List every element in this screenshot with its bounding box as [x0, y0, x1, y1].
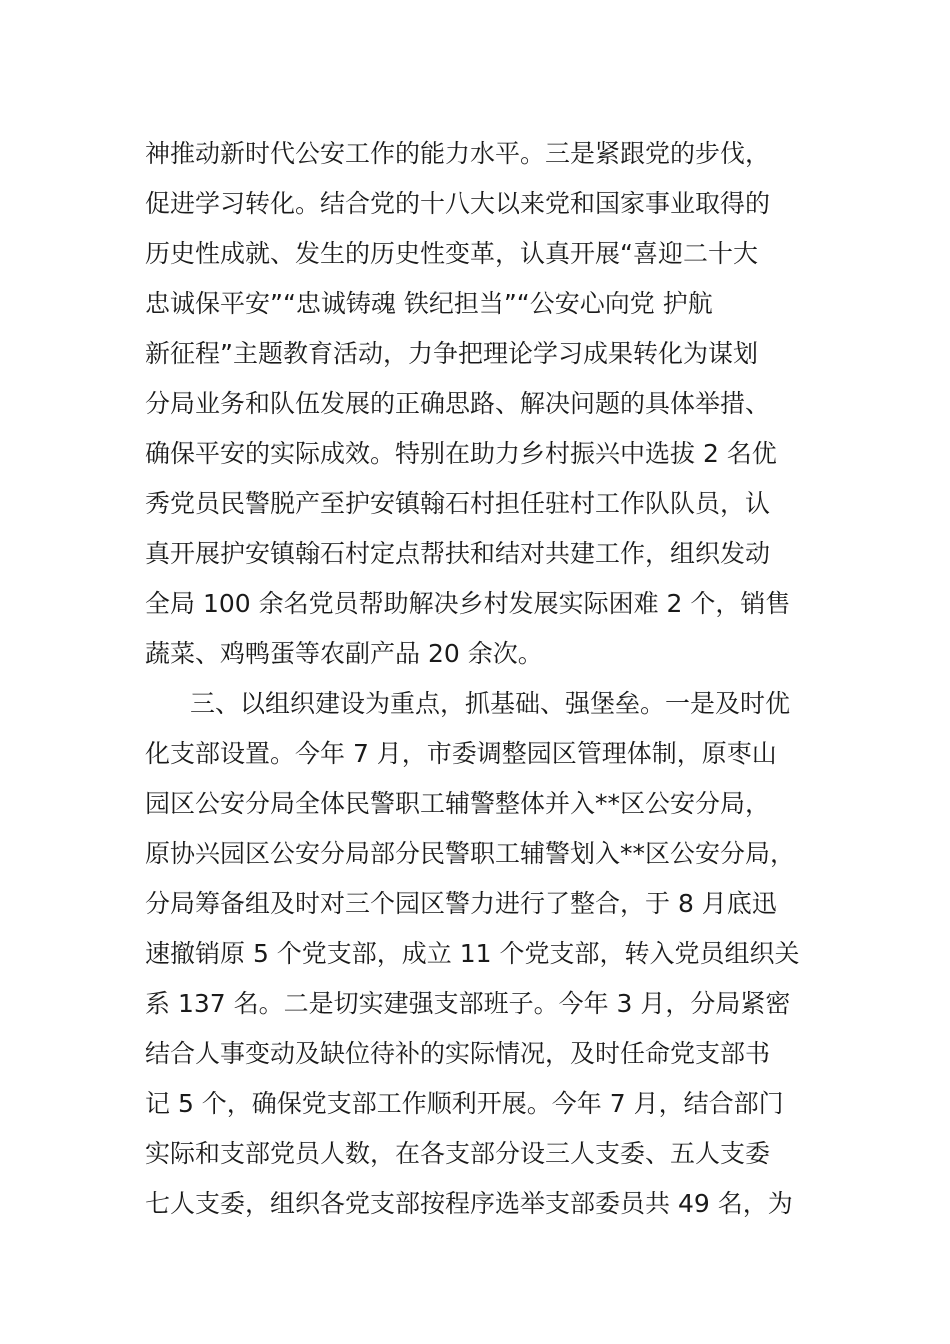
text-line: 确保平安的实际成效。特别在助力乡村振兴中选拔 2 名优 [145, 439, 777, 468]
text-line: 园区公安分局全体民警职工辅警整体并入**区公安分局， [145, 789, 771, 818]
text-line: 促进学习转化。结合党的十八大以来党和国家事业取得的 [145, 189, 771, 218]
text-line: 系 137 名。二是切实建强支部班子。今年 3 月，分局紧密 [145, 989, 791, 1018]
text-line: 七人支委，组织各党支部按程序选举支部委员共 49 名，为 [145, 1189, 793, 1218]
text-line: 速撤销原 5 个党支部，成立 11 个党支部，转入党员组织关 [145, 939, 800, 968]
paragraph-start-line: 三、以组织建设为重点，抓基础、强堡垒。一是及时优 [190, 689, 791, 718]
text-line: 真开展护安镇翰石村定点帮扶和结对共建工作，组织发动 [145, 539, 771, 568]
text-line: 化支部设置。今年 7 月，市委调整园区管理体制，原枣山 [145, 739, 777, 768]
text-line: 分局筹备组及时对三个园区警力进行了整合，于 8 月底迅 [145, 889, 777, 918]
text-line: 历史性成就、发生的历史性变革，认真开展“喜迎二十大 [145, 239, 758, 268]
text-line: 新征程”主题教育活动，力争把理论学习成果转化为谋划 [145, 339, 758, 368]
text-line: 分局业务和队伍发展的正确思路、解决问题的具体举措、 [145, 389, 771, 418]
text-line: 秀党员民警脱产至护安镇翰石村担任驻村工作队队员，认 [145, 489, 771, 518]
text-line: 全局 100 余名党员帮助解决乡村发展实际困难 2 个，销售 [145, 589, 791, 618]
text-line: 忠诚保平安”“忠诚铸魂 铁纪担当”“公安心向党 护航 [145, 289, 713, 318]
text-line: 结合人事变动及缺位待补的实际情况，及时任命党支部书 [145, 1039, 771, 1068]
text-line: 原协兴园区公安分局部分民警职工辅警划入**区公安分局， [145, 839, 796, 868]
text-line: 神推动新时代公安工作的能力水平。三是紧跟党的步伐， [145, 139, 771, 168]
text-line: 记 5 个，确保党支部工作顺利开展。今年 7 月，结合部门 [145, 1089, 784, 1118]
text-line: 实际和支部党员人数，在各支部分设三人支委、五人支委 [145, 1139, 771, 1168]
text-line: 蔬菜、鸡鸭蛋等农副产品 20 余次。 [145, 639, 543, 668]
